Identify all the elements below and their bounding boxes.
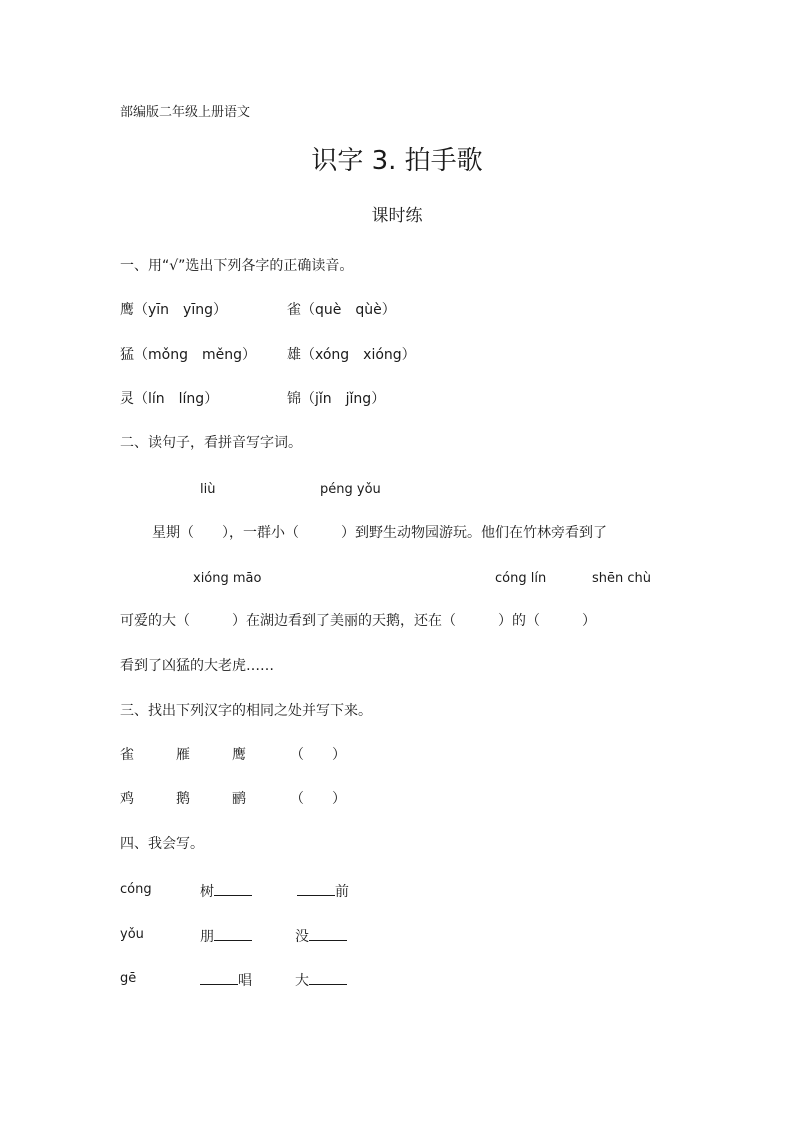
answer-blank xyxy=(200,971,238,985)
q1-heading: 一、用“√”选出下列各字的正确读音。 xyxy=(120,258,354,274)
q3-answer-paren: （ ） xyxy=(290,747,346,763)
q1-options: （mǒng měng） xyxy=(134,347,256,363)
page-title: 识字 3. 拍手歌 xyxy=(311,146,483,176)
answer-blank xyxy=(214,927,252,941)
q4-word xyxy=(200,971,252,988)
q4-word xyxy=(297,882,349,899)
q4-given-char: 朋 xyxy=(200,929,214,945)
q1-item xyxy=(120,303,227,317)
series-label: 部编版二年级上册语文 xyxy=(120,105,251,120)
pinyin-hint: shēn chù xyxy=(592,571,652,586)
q1-options: （què qùè） xyxy=(301,302,396,318)
answer-blank xyxy=(297,882,335,896)
q1-options: （yīn yīng） xyxy=(134,302,227,318)
q4-heading: 四、我会写。 xyxy=(120,836,204,852)
page-subtitle: 课时练 xyxy=(371,206,423,226)
q1-item xyxy=(287,348,416,362)
q4-given-char: 大 xyxy=(295,973,309,989)
q3-char: 鸡 xyxy=(120,791,134,807)
q1-char: 锦 xyxy=(287,391,301,407)
answer-blank xyxy=(309,971,347,985)
q2-sentence-line: 看到了凶猛的大老虎…… xyxy=(120,658,274,674)
q1-char: 猛 xyxy=(120,347,134,363)
q3-char: 雁 xyxy=(176,747,190,763)
q1-item xyxy=(120,392,218,406)
q4-pinyin: yǒu xyxy=(120,927,144,942)
q1-options: （jǐn jǐng） xyxy=(301,391,386,407)
q4-pinyin: cóng xyxy=(120,882,152,897)
pinyin-hint: liù xyxy=(200,482,216,497)
q3-char: 鹰 xyxy=(232,747,246,763)
q1-options: （lín líng） xyxy=(134,391,219,407)
q3-char: 雀 xyxy=(120,747,134,763)
q1-char: 雄 xyxy=(287,347,301,363)
q4-word xyxy=(200,882,252,899)
pinyin-hint: cóng lín xyxy=(495,571,547,586)
q3-char: 鹂 xyxy=(232,791,246,807)
q4-given-char: 树 xyxy=(200,884,214,900)
q3-char: 鹅 xyxy=(176,791,190,807)
q1-item xyxy=(287,392,385,406)
pinyin-hint: péng yǒu xyxy=(320,482,381,497)
q4-pinyin: gē xyxy=(120,971,137,986)
q1-options: （xóng xióng） xyxy=(301,347,416,363)
q3-heading: 三、找出下列汉字的相同之处并写下来。 xyxy=(120,703,372,719)
q4-word xyxy=(295,971,347,988)
q1-char: 雀 xyxy=(287,302,301,318)
q4-given-char: 没 xyxy=(295,929,309,945)
q1-item xyxy=(120,348,256,362)
q2-sentence-line: 可爱的大（ ）在湖边看到了美丽的天鹅，还在（ ）的（ ） xyxy=(120,613,596,629)
q4-word xyxy=(200,927,252,944)
q2-sentence-line: 星期（ ），一群小（ ）到野生动物园游玩。他们在竹林旁看到了 xyxy=(152,525,607,541)
answer-blank xyxy=(214,882,252,896)
q4-given-char: 前 xyxy=(335,884,349,900)
q1-char: 灵 xyxy=(120,391,134,407)
q2-heading: 二、读句子，看拼音写字词。 xyxy=(120,435,302,451)
q1-item xyxy=(287,303,396,317)
answer-blank xyxy=(309,927,347,941)
q4-given-char: 唱 xyxy=(238,973,252,989)
q1-char: 鹰 xyxy=(120,302,134,318)
q3-answer-paren: （ ） xyxy=(290,791,346,807)
q4-word xyxy=(295,927,347,944)
pinyin-hint: xióng māo xyxy=(193,571,262,586)
